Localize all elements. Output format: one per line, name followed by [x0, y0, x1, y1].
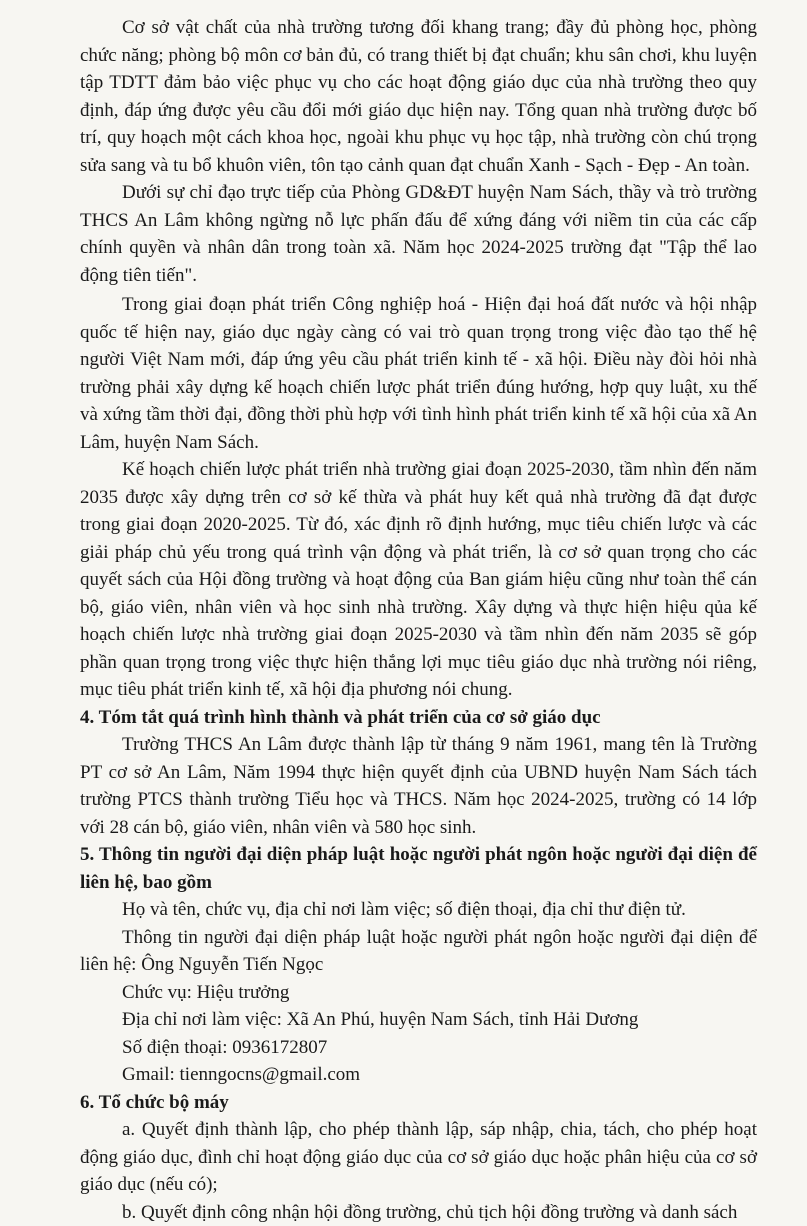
section-6-heading: 6. Tổ chức bộ máy	[80, 1089, 757, 1117]
section-5-address: Địa chỉ nơi làm việc: Xã An Phú, huyện Nam Sách, tỉnh Hải Dương	[80, 1006, 757, 1034]
section-5-email: Gmail: tienngocns@gmail.com	[80, 1061, 757, 1089]
section-5-position: Chức vụ: Hiệu trưởng	[80, 979, 757, 1007]
section-5-intro: Họ và tên, chức vụ, địa chỉ nơi làm việc; số điện thoại, địa chỉ thư điện tử.	[80, 896, 757, 924]
section-6-item-a: a. Quyết định thành lập, cho phép thành lập, sáp nhập, chia, tách, cho phép hoạt động giáo dục, đình chỉ hoạt động giáo dục của cơ sở giáo dục hoặc phân hiệu của cơ sở giáo dục (nếu có);	[80, 1116, 757, 1199]
section-4-body: Trường THCS An Lâm được thành lập từ tháng 9 năm 1961, mang tên là Trường PT cơ sở An Lâm, Năm 1994 thực hiện quyết định của UBND huyện Nam Sách tách trường PTCS thành trường Tiểu học và THCS. Năm học 2024-2025, trường có 14 lớp với 28 cán bộ, giáo viên, nhân viên và 580 học sinh.	[80, 731, 757, 841]
paragraph-facilities: Cơ sở vật chất của nhà trường tương đối khang trang; đầy đủ phòng học, phòng chức năng; phòng bộ môn cơ bản đủ, có trang thiết bị đạt chuẩn; khu sân chơi, khu luyện tập TDTT đảm bảo việc phục vụ cho các hoạt động giáo dục của nhà trường theo quy định, đáp ứng được yêu cầu đổi mới giáo dục hiện nay. Tổng quan nhà trường được bố trí, quy hoạch một cách khoa học, ngoài khu phục vụ học tập, nhà trường còn chú trọng sửa sang và tu bổ khuôn viên, tôn tạo cảnh quan đạt chuẩn Xanh - Sạch - Đẹp - An toàn.	[80, 14, 757, 179]
paragraph-leadership: Dưới sự chỉ đạo trực tiếp của Phòng GD&ĐT huyện Nam Sách, thầy và trò trường THCS An Lâm không ngừng nỗ lực phấn đấu để xứng đáng với niềm tin của các cấp chính quyền và nhân dân trong toàn xã. Năm học 2024-2025 trường đạt "Tập thể lao động tiên tiến".	[80, 179, 757, 289]
section-5-contact: Thông tin người đại diện pháp luật hoặc người phát ngôn hoặc người đại diện để liên hệ: Ông Nguyễn Tiến Ngọc	[80, 924, 757, 979]
paragraph-strategy: Kế hoạch chiến lược phát triển nhà trường giai đoạn 2025-2030, tầm nhìn đến năm 2035 được xây dựng trên cơ sở kế thừa và phát huy kết quả nhà trường đã đạt được trong giai đoạn 2020-2025. Từ đó, xác định rõ định hướng, mục tiêu chiến lược và các giải pháp chủ yếu trong quá trình vận động và phát triển, là cơ sở quan trọng cho các quyết sách của Hội đồng trường và hoạt động của Ban giám hiệu cũng như toàn thể cán bộ, giáo viên, nhân viên và học sinh nhà trường. Xây dựng và thực hiện hiệu qủa kế hoạch chiến lược nhà trường giai đoạn 2025-2030 và tầm nhìn đến năm 2035 sẽ góp phần quan trọng trong việc thực hiện thắng lợi mục tiêu giáo dục nhà trường nói riêng, mục tiêu phát triển kinh tế, xã hội địa phương nói chung.	[80, 456, 757, 704]
paragraph-context: Trong giai đoạn phát triển Công nghiệp hoá - Hiện đại hoá đất nước và hội nhập quốc tế hiện nay, giáo dục ngày càng có vai trò quan trọng trong việc đào tạo thế hệ người Việt Nam mới, đáp ứng yêu cầu phát triển kinh tế - xã hội. Điều này đòi hỏi nhà trường phải xây dựng kế hoạch chiến lược phát triển đúng hướng, hợp quy luật, xu thế và xứng tầm thời đại, đồng thời phù hợp với tình hình phát triển kinh tế xã hội của xã An Lâm, huyện Nam Sách.	[80, 291, 757, 456]
section-6-item-b: b. Quyết định công nhận hội đồng trường, chủ tịch hội đồng trường và danh sách	[80, 1199, 757, 1226]
section-5-phone: Số điện thoại: 0936172807	[80, 1034, 757, 1062]
section-5-heading: 5. Thông tin người đại diện pháp luật hoặc người phát ngôn hoặc người đại diện để liên hệ, bao gồm	[80, 841, 757, 896]
section-4-heading: 4. Tóm tắt quá trình hình thành và phát triển của cơ sở giáo dục	[80, 704, 757, 732]
